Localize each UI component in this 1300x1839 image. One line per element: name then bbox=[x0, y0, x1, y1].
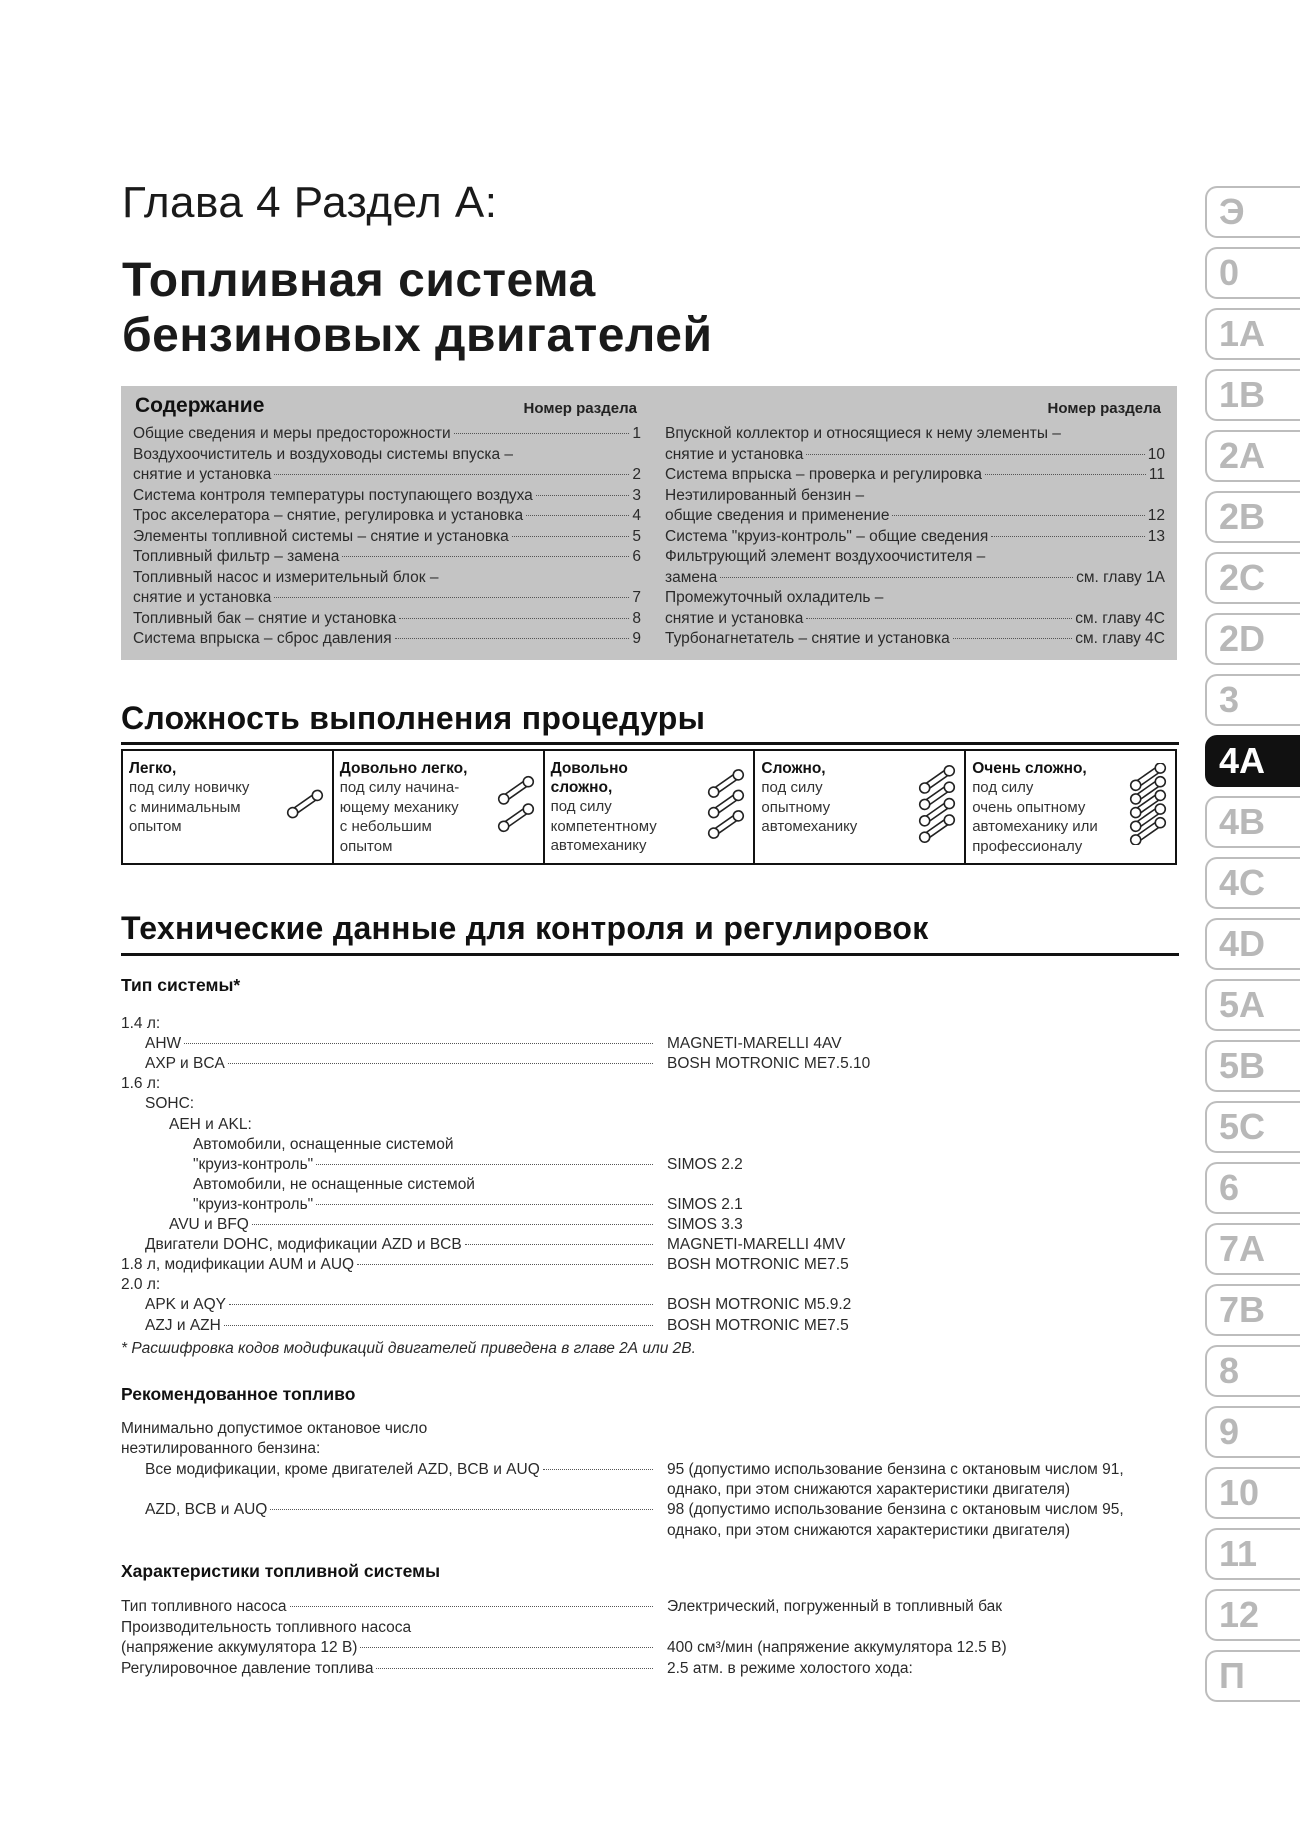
difficulty-level bbox=[334, 751, 545, 863]
chapter-tab-9[interactable]: 9 bbox=[1205, 1406, 1300, 1458]
toc-entry bbox=[133, 629, 641, 650]
spec-row bbox=[121, 1440, 1181, 1460]
difficulty-text bbox=[761, 759, 911, 837]
spec-value: BOSH MOTRONIC ME7.5.10 bbox=[667, 1055, 871, 1073]
difficulty-level-description: под силу bbox=[972, 779, 1034, 796]
chapter-tab-10[interactable]: 10 bbox=[1205, 1467, 1300, 1519]
difficulty-level-description: опытному bbox=[761, 798, 831, 816]
spec-value: MAGNETI-MARELLI 4MV bbox=[667, 1236, 846, 1254]
spec-label bbox=[121, 1598, 653, 1616]
spec-value: MAGNETI-MARELLI 4AV bbox=[667, 1035, 842, 1053]
spec-leader-dots bbox=[228, 1063, 653, 1064]
toc-entry bbox=[665, 527, 1165, 548]
toc-entry-text: Промежуточный охладитель – bbox=[665, 589, 884, 606]
spec-label bbox=[145, 1035, 653, 1053]
spec-leader-dots bbox=[290, 1606, 653, 1607]
spec-label bbox=[121, 1420, 427, 1438]
chapter-tab-7b[interactable]: 7B bbox=[1205, 1284, 1300, 1336]
contents-header-right bbox=[665, 394, 1165, 424]
spec-label bbox=[145, 1461, 653, 1479]
toc-entry bbox=[665, 547, 1165, 568]
toc-leader-dots bbox=[892, 515, 1144, 516]
chapter-tab-12[interactable]: 12 bbox=[1205, 1589, 1300, 1641]
spec-row bbox=[121, 1095, 1181, 1115]
chapter-tab-4a[interactable]: 4A bbox=[1205, 735, 1300, 787]
toc-entry bbox=[665, 588, 1165, 609]
difficulty-scale bbox=[121, 749, 1177, 865]
spec-label-text: Двигатели DOHC, модификации AZD и BCB bbox=[145, 1236, 462, 1254]
toc-leader-dots bbox=[953, 638, 1072, 639]
toc-leader-dots bbox=[342, 556, 629, 557]
difficulty-text bbox=[551, 759, 701, 856]
difficulty-level bbox=[755, 751, 966, 863]
toc-entry bbox=[665, 629, 1165, 650]
difficulty-level-description: опытом bbox=[129, 818, 182, 835]
spec-label-text: Тип топливного насоса bbox=[121, 1598, 287, 1615]
spec-leader-dots bbox=[316, 1164, 653, 1165]
spec-row bbox=[121, 1196, 1181, 1216]
difficulty-level-title: Сложно, bbox=[761, 760, 826, 777]
spec-value: BOSH MOTRONIC ME7.5 bbox=[667, 1316, 849, 1334]
difficulty-level-description: очень опытному bbox=[972, 798, 1086, 816]
difficulty-level-description: под силу bbox=[761, 779, 823, 796]
spec-value: Электрический, погруженный в топливный бак bbox=[667, 1598, 1003, 1615]
toc-entry-number: 11 bbox=[1148, 466, 1165, 483]
toc-entry bbox=[133, 424, 641, 445]
fuel-heading: Рекомендованное топливо bbox=[121, 1384, 356, 1404]
spec-value: однако, при этом снижаются характеристики двигателя) bbox=[667, 1521, 1070, 1539]
specs-heading: Технические данные для контроля и регулировок bbox=[121, 910, 929, 946]
difficulty-level-title: Довольно легко, bbox=[339, 760, 468, 777]
spec-label-text: SOHC: bbox=[145, 1095, 195, 1113]
spec-row bbox=[121, 1236, 1181, 1256]
toc-entry bbox=[133, 588, 641, 609]
difficulty-level-description: автомеханику или bbox=[972, 818, 1098, 835]
toc-entry bbox=[665, 506, 1165, 527]
toc-leader-dots bbox=[806, 454, 1144, 455]
system-type-note: * Расшифровка кодов модификаций двигателей приведена в главе 2А или 2В. bbox=[121, 1340, 696, 1357]
spec-leader-dots bbox=[376, 1668, 653, 1669]
spec-label-text: Автомобили, оснащенные системой bbox=[193, 1135, 454, 1153]
toc-entry-number: 1 bbox=[632, 425, 641, 442]
chapter-tab-6[interactable]: 6 bbox=[1205, 1162, 1300, 1214]
toc-entry-text: Система "круиз-контроль" – общие сведения bbox=[665, 527, 989, 545]
toc-entry-text: Топливный бак – снятие и установка bbox=[133, 609, 397, 627]
spec-value: SIMOS 3.3 bbox=[667, 1216, 743, 1233]
spec-label-text: Производительность топливного насоса bbox=[121, 1618, 412, 1636]
difficulty-level-description: опытом bbox=[339, 837, 393, 855]
difficulty-level-description: под силу начина- bbox=[339, 779, 460, 796]
spec-row bbox=[121, 1256, 1181, 1276]
spec-value: SIMOS 2.1 bbox=[667, 1195, 743, 1213]
toc-entry bbox=[133, 506, 641, 527]
toc-entry-text: замена bbox=[665, 568, 718, 586]
difficulty-text bbox=[340, 759, 490, 856]
toc-entry-text: Система впрыска – проверка и регулировка bbox=[665, 466, 983, 483]
toc-entry bbox=[133, 609, 641, 630]
spec-leader-dots bbox=[252, 1224, 653, 1225]
spec-label bbox=[145, 1095, 194, 1113]
toc-entry-text: Воздухоочиститель и воздуховоды системы впуска – bbox=[133, 445, 514, 463]
toc-leader-dots bbox=[274, 597, 629, 598]
spec-row bbox=[121, 1296, 1181, 1316]
toc-entry-number: см. главу 1А bbox=[1076, 568, 1165, 586]
spec-leader-dots bbox=[357, 1264, 653, 1265]
spec-row bbox=[121, 1420, 1181, 1440]
toc-entry-number: 2 bbox=[632, 466, 641, 483]
spec-row bbox=[121, 1481, 1181, 1501]
spec-row bbox=[121, 1176, 1181, 1196]
difficulty-level-title: сложно, bbox=[550, 779, 613, 796]
spec-label bbox=[121, 1440, 320, 1458]
toc-leader-dots bbox=[399, 618, 629, 619]
spec-label-text: 1.4 л: bbox=[121, 1015, 161, 1032]
spec-label bbox=[121, 1660, 653, 1678]
page-title-line-2: бензиновых двигателей bbox=[122, 309, 713, 362]
toc-entry bbox=[133, 568, 641, 589]
spec-row bbox=[121, 1660, 1181, 1680]
spec-row bbox=[121, 1015, 1181, 1035]
toc-entry-text: общие сведения и применение bbox=[665, 507, 890, 524]
spec-row bbox=[121, 1136, 1181, 1156]
contents-box bbox=[121, 386, 1177, 660]
spec-label-text: AEH и AKL: bbox=[169, 1115, 252, 1133]
contents-left-column bbox=[133, 394, 641, 650]
toc-entry bbox=[665, 424, 1165, 445]
chapter-heading: Глава 4 Раздел А: bbox=[122, 178, 498, 227]
toc-leader-dots bbox=[985, 474, 1146, 475]
difficulty-level-title: Очень сложно, bbox=[972, 760, 1087, 777]
chapter-tab-4d[interactable]: 4D bbox=[1205, 918, 1300, 970]
fuel-system-heading: Характеристики топливной системы bbox=[121, 1561, 441, 1581]
contents-right-column bbox=[665, 394, 1165, 650]
difficulty-level-title: Легко, bbox=[129, 760, 177, 777]
difficulty-level-description: под силу новичку bbox=[129, 779, 250, 796]
chapter-tab-1b[interactable]: 1B bbox=[1205, 369, 1300, 421]
toc-entry-text: Система контроля температуры поступающего воздуха bbox=[133, 486, 533, 504]
toc-leader-dots bbox=[454, 433, 630, 434]
toc-entry bbox=[133, 547, 641, 568]
contents-title: Содержание bbox=[135, 394, 265, 417]
spec-label bbox=[193, 1136, 453, 1154]
difficulty-text bbox=[972, 759, 1122, 856]
spec-label bbox=[121, 1619, 411, 1637]
difficulty-level-description: автомеханику bbox=[761, 818, 858, 835]
spec-row bbox=[121, 1522, 1181, 1542]
difficulty-text bbox=[129, 759, 279, 837]
spec-label bbox=[169, 1216, 653, 1234]
toc-entry-number: см. главу 4С bbox=[1075, 609, 1165, 627]
toc-entry-text: Элементы топливной системы – снятие и установка bbox=[133, 527, 509, 545]
page-title-line-1: Топливная система bbox=[122, 254, 596, 307]
toc-entry-text: Впускной коллектор и относящиеся к нему элементы – bbox=[665, 425, 1061, 442]
spec-label-text: Минимально допустимое октановое число bbox=[121, 1420, 428, 1437]
chapter-tab-0[interactable]: 0 bbox=[1205, 247, 1300, 299]
difficulty-level-description: с небольшим bbox=[339, 818, 432, 835]
spec-leader-dots bbox=[360, 1647, 653, 1648]
spec-row bbox=[121, 1317, 1181, 1337]
spec-leader-dots bbox=[224, 1325, 653, 1326]
toc-entry-text: Фильтрующий элемент воздухоочистителя – bbox=[665, 548, 986, 565]
toc-entry-text: снятие и установка bbox=[665, 609, 804, 627]
spec-label-text: Все модификации, кроме двигателей AZD, BCB и AUQ bbox=[145, 1460, 540, 1478]
difficulty-level bbox=[545, 751, 756, 863]
spec-row bbox=[121, 1598, 1181, 1618]
chapter-tab-2c[interactable]: 2C bbox=[1205, 552, 1300, 604]
toc-entry-text: Система впрыска – сброс давления bbox=[133, 630, 392, 647]
toc-entry-number: 12 bbox=[1147, 507, 1165, 524]
section-number-label: Номер раздела bbox=[523, 400, 637, 417]
toc-entry-text: Турбонагнетатель – снятие и установка bbox=[665, 630, 950, 647]
spec-row bbox=[121, 1216, 1181, 1236]
chapter-tab-2b[interactable]: 2B bbox=[1205, 491, 1300, 543]
spec-label bbox=[193, 1176, 475, 1194]
spec-row bbox=[121, 1035, 1181, 1055]
toc-entry-number: 5 bbox=[632, 527, 641, 545]
spec-label bbox=[121, 1256, 653, 1274]
toc-entry-text: Топливный фильтр – замена bbox=[133, 548, 340, 565]
spec-label bbox=[145, 1501, 653, 1519]
toc-leader-dots bbox=[274, 474, 629, 475]
spec-label-text: AHW bbox=[145, 1035, 182, 1053]
toc-entry-number: см. главу 4С bbox=[1075, 630, 1165, 647]
toc-entry-number: 4 bbox=[632, 507, 641, 524]
spec-value: 98 (допустимо использование бензина с октановым числом 95, bbox=[667, 1501, 1124, 1519]
spec-label-text: неэтилированного бензина: bbox=[121, 1440, 321, 1458]
chapter-tab-7a[interactable]: 7A bbox=[1205, 1223, 1300, 1275]
toc-leader-dots bbox=[991, 536, 1144, 537]
toc-entry-text: снятие и установка bbox=[665, 445, 804, 463]
toc-entry bbox=[133, 465, 641, 486]
toc-entry bbox=[133, 486, 641, 507]
spec-label-text: Регулировочное давление топлива bbox=[121, 1659, 374, 1677]
spec-value: 2.5 атм. в режиме холостого хода: bbox=[667, 1659, 913, 1677]
chapter-tab-2d[interactable]: 2D bbox=[1205, 613, 1300, 665]
spec-label bbox=[145, 1317, 653, 1335]
chapter-tab-3[interactable]: 3 bbox=[1205, 674, 1300, 726]
toc-leader-dots bbox=[536, 495, 630, 496]
spec-row bbox=[121, 1075, 1181, 1095]
specs-rule bbox=[121, 953, 1179, 956]
spec-leader-dots bbox=[270, 1509, 653, 1510]
spec-leader-dots bbox=[316, 1204, 653, 1205]
toc-leader-dots bbox=[526, 515, 629, 516]
difficulty-heading: Сложность выполнения процедуры bbox=[121, 700, 706, 736]
chapter-tab-1a[interactable]: 1A bbox=[1205, 308, 1300, 360]
chapter-tab-4c[interactable]: 4C bbox=[1205, 857, 1300, 909]
chapter-tab-5a[interactable]: 5A bbox=[1205, 979, 1300, 1031]
toc-entry-number: 9 bbox=[632, 630, 641, 647]
chapter-tab-4b[interactable]: 4B bbox=[1205, 796, 1300, 848]
difficulty-level-description: автомеханику bbox=[550, 837, 647, 854]
spec-value: 400 см³/мин (напряжение аккумулятора 12.5 В) bbox=[667, 1639, 1007, 1657]
contents-left-list bbox=[133, 424, 641, 650]
wrench-icon bbox=[495, 763, 537, 845]
toc-entry-text: Неэтилированный бензин – bbox=[665, 486, 865, 504]
toc-entry-text: Топливный насос и измерительный блок – bbox=[133, 568, 439, 586]
spec-label bbox=[193, 1196, 653, 1214]
toc-entry bbox=[665, 609, 1165, 630]
spec-value: BOSH MOTRONIC M5.9.2 bbox=[667, 1296, 852, 1314]
spec-label-text: AVU и BFQ bbox=[169, 1216, 249, 1233]
spec-label bbox=[121, 1639, 653, 1657]
spec-label-text: (напряжение аккумулятора 12 В) bbox=[121, 1639, 358, 1657]
toc-entry bbox=[665, 445, 1165, 466]
spec-row bbox=[121, 1461, 1181, 1481]
chapter-tab-п[interactable]: П bbox=[1205, 1650, 1300, 1702]
toc-leader-dots bbox=[806, 618, 1072, 619]
toc-entry bbox=[665, 486, 1165, 507]
chapter-tab-5c[interactable]: 5C bbox=[1205, 1101, 1300, 1153]
spec-label bbox=[145, 1055, 653, 1073]
wrench-icon bbox=[705, 763, 747, 845]
difficulty-level bbox=[123, 751, 334, 863]
toc-entry-text: снятие и установка bbox=[133, 589, 272, 606]
spec-label-text: 1.6 л: bbox=[121, 1075, 161, 1093]
spec-value: BOSH MOTRONIC ME7.5 bbox=[667, 1256, 849, 1274]
spec-row bbox=[121, 1619, 1181, 1639]
spec-leader-dots bbox=[465, 1244, 653, 1245]
toc-entry bbox=[665, 568, 1165, 589]
spec-leader-dots bbox=[184, 1043, 653, 1044]
toc-leader-dots bbox=[395, 638, 630, 639]
toc-entry-text: Трос акселератора – снятие, регулировка и установка bbox=[133, 507, 524, 524]
difficulty-level bbox=[966, 751, 1175, 863]
spec-label-text: AXP и BCA bbox=[145, 1055, 225, 1073]
chapter-tab-2a[interactable]: 2A bbox=[1205, 430, 1300, 482]
difficulty-level-description: под силу bbox=[550, 798, 612, 815]
spec-value: SIMOS 2.2 bbox=[667, 1155, 743, 1173]
toc-entry-number: 8 bbox=[632, 609, 641, 627]
section-number-label-right: Номер раздела bbox=[1047, 400, 1161, 417]
wrench-icon bbox=[284, 763, 326, 845]
spec-label-text: Автомобили, не оснащенные системой bbox=[193, 1175, 475, 1193]
wrench-icon bbox=[916, 763, 958, 845]
difficulty-level-title: Довольно bbox=[550, 760, 628, 777]
contents-header bbox=[133, 394, 641, 424]
spec-label-text: APK и AQY bbox=[145, 1296, 227, 1314]
toc-leader-dots bbox=[512, 536, 630, 537]
toc-entry-number: 7 bbox=[632, 589, 641, 606]
chapter-tab-э[interactable]: Э bbox=[1205, 186, 1300, 238]
spec-row bbox=[121, 1055, 1181, 1075]
contents-right-list bbox=[665, 424, 1165, 650]
spec-label-text: "круиз-контроль" bbox=[193, 1155, 314, 1173]
spec-row bbox=[121, 1156, 1181, 1176]
spec-label-text: 1.8 л, модификации AUM и AUQ bbox=[121, 1256, 355, 1274]
toc-entry bbox=[665, 465, 1165, 486]
spec-label-text: "круиз-контроль" bbox=[193, 1195, 314, 1213]
spec-leader-dots bbox=[543, 1469, 653, 1470]
toc-entry-number: 6 bbox=[632, 548, 641, 565]
spec-label-text: AZD, BCB и AUQ bbox=[145, 1501, 268, 1519]
toc-entry-number: 10 bbox=[1147, 445, 1165, 463]
toc-leader-dots bbox=[720, 577, 1073, 578]
wrench-icon bbox=[1127, 763, 1169, 845]
spec-label-text: 2.0 л: bbox=[121, 1276, 161, 1294]
toc-entry bbox=[133, 527, 641, 548]
spec-row bbox=[121, 1501, 1181, 1521]
spec-value: однако, при этом снижаются характеристики двигателя) bbox=[667, 1480, 1070, 1498]
spec-label bbox=[145, 1236, 653, 1254]
spec-row bbox=[121, 1639, 1181, 1659]
difficulty-level-description: компетентному bbox=[550, 817, 657, 835]
chapter-tab-5b[interactable]: 5B bbox=[1205, 1040, 1300, 1092]
difficulty-rule bbox=[121, 742, 1179, 745]
difficulty-level-description: профессионалу bbox=[972, 837, 1083, 855]
spec-value: 95 (допустимо использование бензина с октановым числом 91, bbox=[667, 1460, 1124, 1478]
toc-entry-text: Общие сведения и меры предосторожности bbox=[133, 425, 451, 442]
spec-label bbox=[121, 1075, 160, 1093]
spec-label-text: AZJ и AZH bbox=[145, 1316, 221, 1334]
spec-label bbox=[145, 1296, 653, 1314]
difficulty-level-description: с минимальным bbox=[129, 798, 241, 816]
spec-row bbox=[121, 1116, 1181, 1136]
spec-row bbox=[121, 1276, 1181, 1296]
toc-entry bbox=[133, 445, 641, 466]
spec-label bbox=[193, 1156, 653, 1174]
toc-entry-number: 13 bbox=[1147, 527, 1165, 545]
toc-entry-text: снятие и установка bbox=[133, 466, 272, 483]
spec-label bbox=[121, 1276, 160, 1294]
chapter-tab-11[interactable]: 11 bbox=[1205, 1528, 1300, 1580]
toc-entry-number: 3 bbox=[632, 486, 641, 504]
spec-label bbox=[169, 1116, 252, 1134]
spec-leader-dots bbox=[229, 1304, 653, 1305]
chapter-tab-8[interactable]: 8 bbox=[1205, 1345, 1300, 1397]
difficulty-level-description: ющему механику bbox=[339, 798, 459, 816]
spec-label bbox=[121, 1015, 160, 1033]
system-type-heading: Тип системы* bbox=[121, 975, 241, 995]
